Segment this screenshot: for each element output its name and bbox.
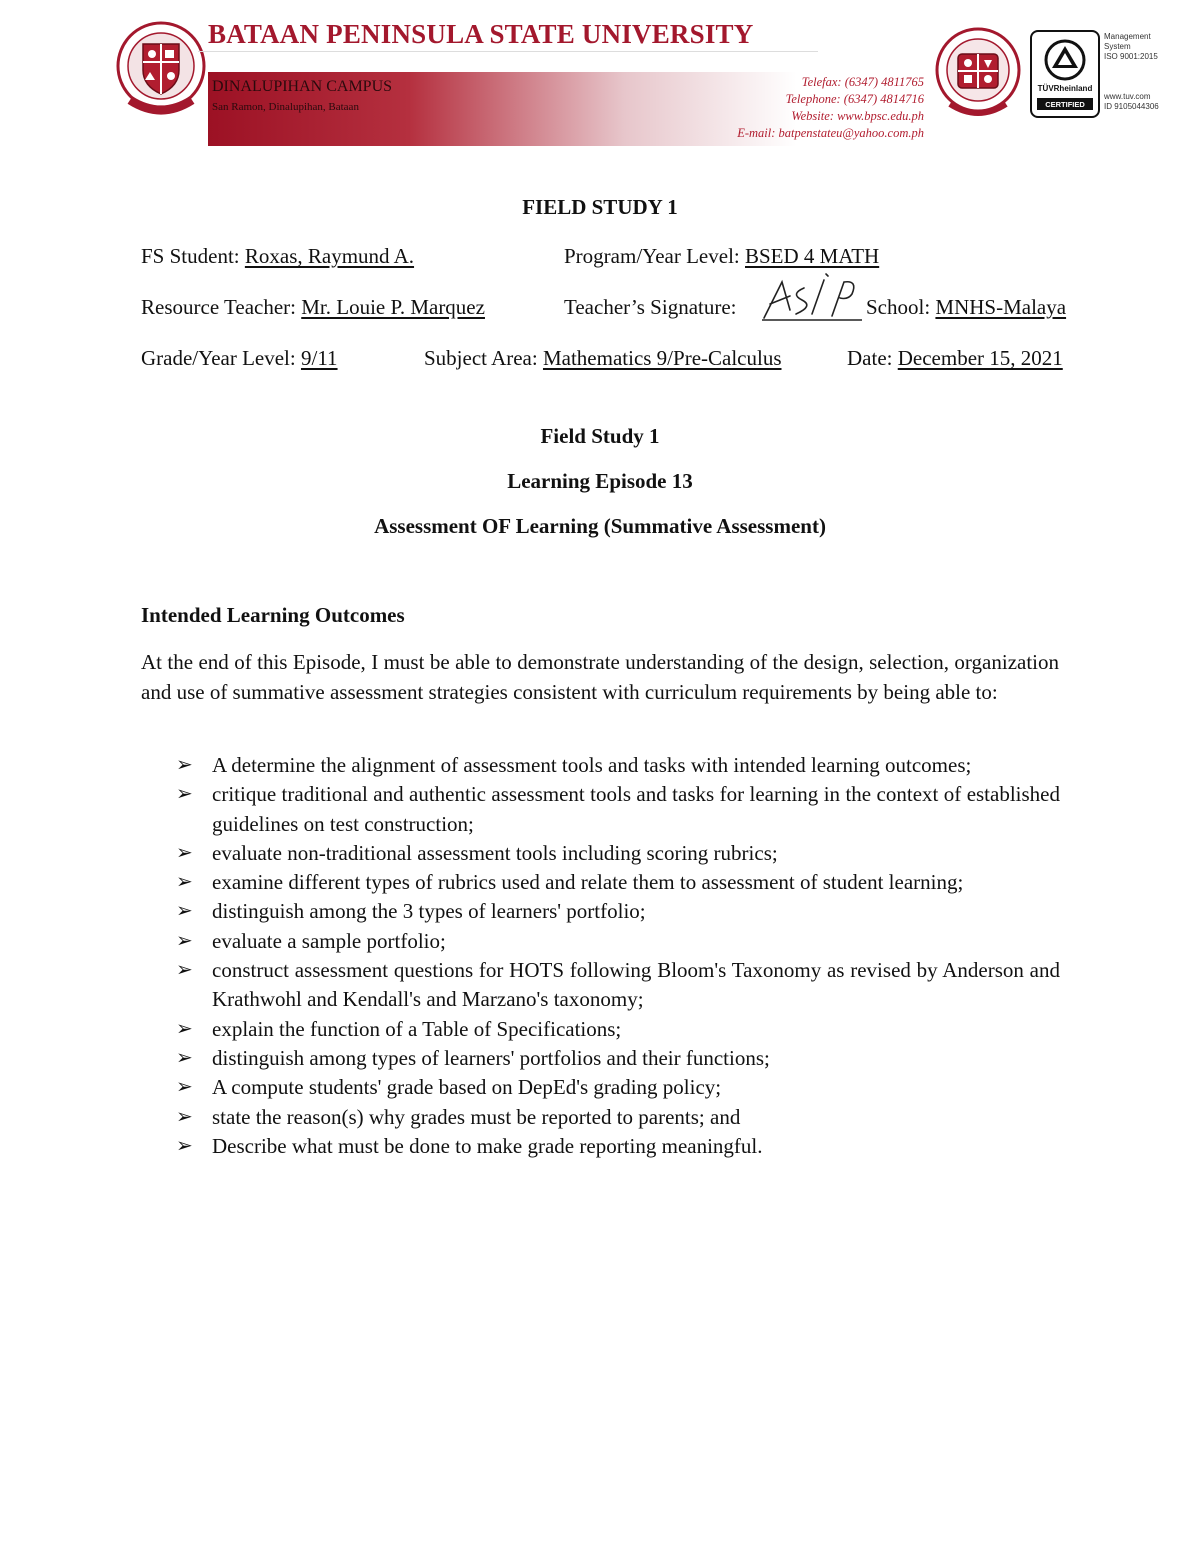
resource-teacher-value: Mr. Louie P. Marquez xyxy=(301,295,485,319)
arrow-bullet-icon: ➢ xyxy=(176,1105,193,1128)
list-item xyxy=(176,839,1060,868)
list-item xyxy=(176,1044,1060,1073)
arrow-bullet-icon: ➢ xyxy=(176,1017,193,1040)
arrow-bullet-icon: ➢ xyxy=(176,841,193,864)
outcome-text: distinguish among types of learners' portfolios and their functions; xyxy=(212,1045,770,1070)
school-value: MNHS-Malaya xyxy=(935,295,1067,319)
arrow-bullet-icon: ➢ xyxy=(176,900,193,923)
list-item xyxy=(176,1132,1060,1161)
fs-student-value: Roxas, Raymund A. xyxy=(244,244,415,268)
resource-teacher-field xyxy=(141,295,485,320)
list-item xyxy=(176,780,1060,839)
outcome-text: evaluate non-traditional assessment tools including scoring rubrics; xyxy=(212,840,778,865)
outcome-text: construct assessment questions for HOTS following Bloom's Taxonomy as revised by Anderson and Krathwohl and Kendall's and Marzano's taxonomy; xyxy=(212,958,1060,1012)
outcome-text: A determine the alignment of assessment tools and tasks with intended learning outcomes; xyxy=(212,753,972,777)
arrow-bullet-icon: ➢ xyxy=(176,1134,193,1157)
list-item xyxy=(176,897,1060,926)
arrow-bullet-icon: ➢ xyxy=(176,871,193,894)
iso-certification-info xyxy=(1104,32,1196,120)
outcome-text: A compute students' grade based on DepEd's grading policy; xyxy=(212,1075,722,1100)
tuv-certified-badge: CERTIFIED xyxy=(1045,100,1085,109)
outcomes-heading: Intended Learning Outcomes xyxy=(141,603,405,627)
list-item xyxy=(176,1015,1060,1044)
contact-website: Website: www.bpsc.edu.ph xyxy=(791,109,924,123)
contact-telefax: Telefax: (6347) 4811765 xyxy=(801,75,924,89)
list-item xyxy=(176,956,1060,1015)
campus-address: San Ramon, Dinalupihan, Bataan xyxy=(212,101,359,113)
tuv-brand: TÜVRheinland xyxy=(1037,84,1093,93)
outcome-text: distinguish among the 3 types of learners' portfolio; xyxy=(212,899,646,924)
date-field xyxy=(847,346,1063,371)
list-item xyxy=(176,751,1060,780)
subject-area-field xyxy=(424,346,782,371)
program-field xyxy=(564,244,879,269)
school-field xyxy=(866,295,1066,320)
fs-student-label: FS Student: xyxy=(141,244,245,268)
program-label: Program/Year Level: xyxy=(564,244,745,268)
cert-url: www.tuv.com xyxy=(1104,92,1151,101)
course-heading: Field Study 1 xyxy=(540,424,660,448)
list-item xyxy=(176,868,1060,897)
university-name: BATAAN PENINSULA STATE UNIVERSITY xyxy=(198,14,818,52)
arrow-bullet-icon: ➢ xyxy=(176,959,193,982)
outcome-text: examine different types of rubrics used and relate them to assessment of student learning; xyxy=(212,870,964,895)
university-seal-left xyxy=(116,14,206,126)
contact-telephone: Telephone: (6347) 4814716 xyxy=(785,92,924,106)
outcomes-intro: At the end of this Episode, I must be able to demonstrate understanding of the design, selection, organization and use of summative assessment strategies consistent with curriculum requirements by being able to: xyxy=(141,650,1059,704)
arrow-bullet-icon: ➢ xyxy=(176,1076,193,1099)
date-value: December 15, 2021 xyxy=(897,346,1063,370)
outcome-text: Describe what must be done to make grade reporting meaningful. xyxy=(212,1133,763,1158)
topic-heading: Assessment OF Learning (Summative Assessment) xyxy=(374,514,826,538)
contact-block xyxy=(737,74,924,142)
arrow-bullet-icon: ➢ xyxy=(176,754,193,776)
teacher-signature-field xyxy=(564,295,737,320)
list-item xyxy=(176,927,1060,956)
outcomes-list xyxy=(176,751,1060,1161)
document-title: FIELD STUDY 1 xyxy=(522,195,678,219)
outcome-text: state the reason(s) why grades must be reported to parents; and xyxy=(212,1104,741,1129)
subject-area-value: Mathematics 9/Pre-Calculus xyxy=(542,346,782,370)
arrow-bullet-icon: ➢ xyxy=(176,929,193,952)
teacher-signature xyxy=(760,270,864,322)
school-label: School: xyxy=(866,295,936,319)
cert-line: ISO 9001:2015 xyxy=(1104,52,1158,61)
university-seal-right xyxy=(934,20,1022,126)
cert-id: ID 9105044306 xyxy=(1104,102,1159,111)
grade-level-field xyxy=(141,346,338,371)
list-item xyxy=(176,1103,1060,1132)
resource-teacher-label: Resource Teacher: xyxy=(141,295,302,319)
subject-area-label: Subject Area: xyxy=(424,346,543,370)
outcome-text: critique traditional and authentic assessment tools and tasks for learning in the context of established guidelines on test construction; xyxy=(212,782,1060,836)
program-value: BSED 4 MATH xyxy=(745,244,880,268)
grade-level-label: Grade/Year Level: xyxy=(141,346,301,370)
campus-banner xyxy=(208,72,926,146)
list-item xyxy=(176,1073,1060,1102)
teacher-signature-label: Teacher’s Signature: xyxy=(564,295,737,319)
grade-level-value: 9/11 xyxy=(300,346,338,370)
cert-line: Management xyxy=(1104,32,1151,41)
arrow-bullet-icon: ➢ xyxy=(176,783,193,806)
cert-line: System xyxy=(1104,42,1131,51)
outcome-text: explain the function of a Table of Specifications; xyxy=(212,1016,622,1041)
episode-heading: Learning Episode 13 xyxy=(507,469,693,493)
date-label: Date: xyxy=(847,346,898,370)
outcome-text: evaluate a sample portfolio; xyxy=(212,928,446,953)
campus-name: DINALUPIHAN CAMPUS xyxy=(212,78,393,95)
contact-email: E-mail: batpenstateu@yahoo.com.ph xyxy=(737,126,924,140)
tuv-certified-logo xyxy=(1030,30,1100,118)
fs-student-field xyxy=(141,244,414,269)
letterhead xyxy=(0,0,1200,160)
arrow-bullet-icon: ➢ xyxy=(176,1046,193,1069)
